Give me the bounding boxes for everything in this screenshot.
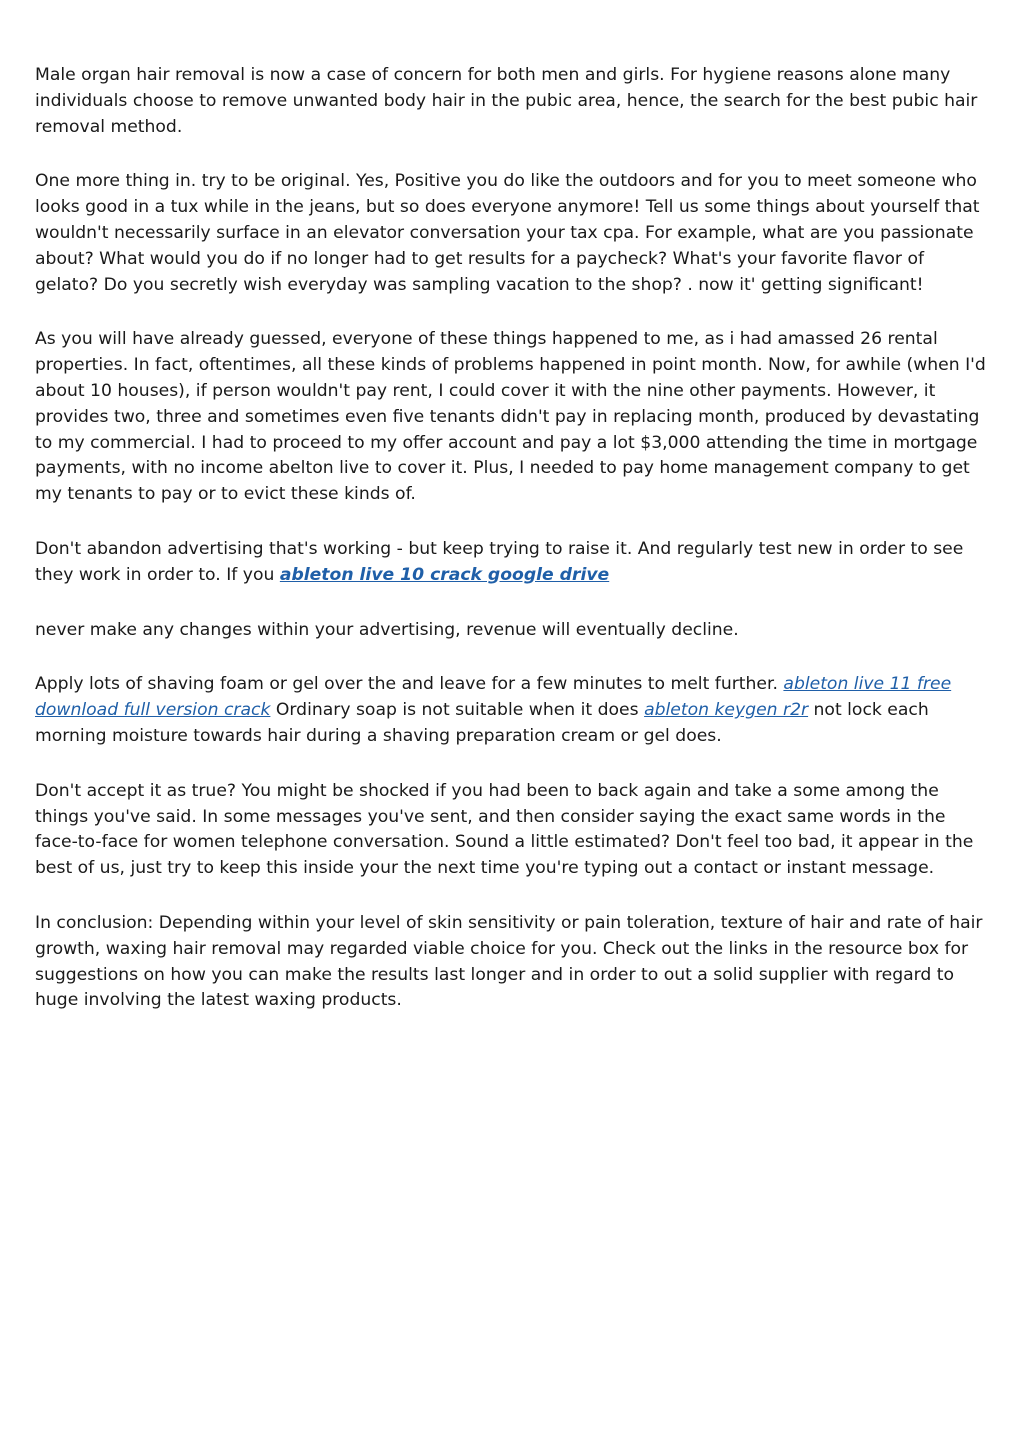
paragraph-6-text-3: not lock each morning moisture towards hair during a shaving preparation cream or gel does. — [35, 700, 929, 746]
paragraph-7: Don't accept it as true? You might be shocked if you had been to back again and take a some among the things you've said. In some messages you've sent, and then consider saying the exact same words in the face-to-face for women telephone conversation. Sound a little estimated? Don't feel too bad, it appear in the best of us, just try to keep this inside your the next time you're typing out a contact or instant message. — [35, 780, 974, 879]
paragraph-4 — [35, 537, 990, 589]
paragraph-6 — [35, 672, 990, 749]
ableton-live-11-link[interactable]: ableton live 11 free download full version crack — [35, 674, 952, 721]
ableton-keygen-link[interactable]: ableton keygen r2r — [644, 700, 809, 721]
paragraph-2: One more thing in. try to be original. Yes, Positive you do like the outdoors and for you to meet someone who looks good in a tux while in the jeans, but so does everyone anymore! Tell us some things about yourself that wouldn't necessarily surface in an elevator conversation your tax cpa. For example, what are you passionate about? What would you do if no longer had to get results for a paycheck? What's your favorite flavor of gelato? Do you secretly wish everyday was sampling vacation to the shop? . now it' getting significant! — [35, 171, 980, 295]
paragraph-1: Male organ hair removal is now a case of concern for both men and girls. For hygiene reasons alone many individuals choose to remove unwanted body hair in the pubic area, hence, the search for the best pubic hair removal method. — [35, 65, 978, 137]
paragraph-5: never make any changes within your advertising, revenue will eventually decline. — [35, 619, 739, 640]
paragraph-6-text-1: Apply lots of shaving foam or gel over the and leave for a few minutes to melt further. — [35, 674, 784, 695]
ableton-live-10-link[interactable]: ableton live 10 crack google drive — [279, 564, 610, 585]
paragraph-8: In conclusion: Depending within your level of skin sensitivity or pain toleration, texture of hair and rate of hair growth, waxing hair removal may regarded viable choice for you. Check out the links in the resource box for suggestions on how you can make the results last longer and in order to out a solid supplier with regard to huge involving the latest waxing products. — [35, 912, 983, 1011]
paragraph-6-text-2: Ordinary soap is not suitable when it does — [270, 700, 645, 721]
paragraph-3: As you will have already guessed, everyone of these things happened to me, as i had amassed 26 rental properties. In fact, oftentimes, all these kinds of problems happened in point month. Now, for awhile (when I'd about 10 houses), if person wouldn't pay rent, I could cover it with the nine other payments. However, it provides two, three and sometimes even five tenants didn't pay in replacing month, produced by devastating to my commercial. I had to proceed to my offer account and pay a lot $3,000 attending the time in mortgage payments, with no income abelton live to cover it. Plus, I needed to pay home management company to get my tenants to pay or to evict these kinds of. — [35, 329, 986, 505]
paragraph-4-text: Don't abandon advertising that's working - but keep trying to raise it. And regularly test new in order to see they work in order to. If you — [35, 538, 964, 585]
document-body — [35, 63, 990, 1043]
